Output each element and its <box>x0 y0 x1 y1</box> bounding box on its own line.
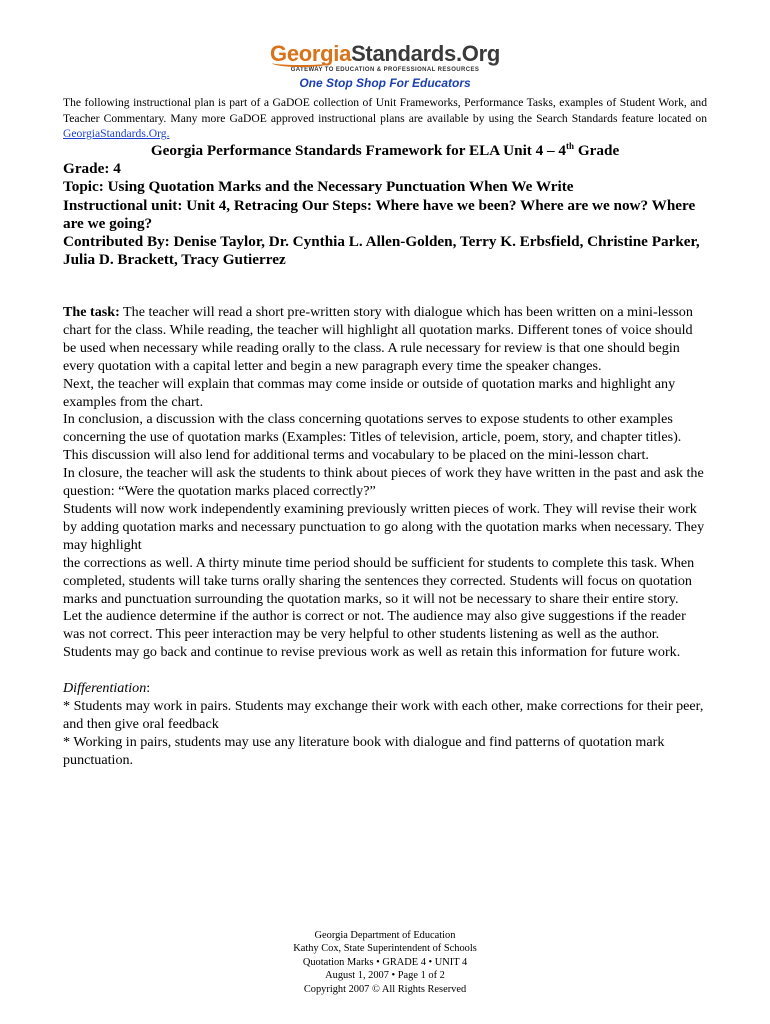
task-label: The task: <box>63 304 120 320</box>
paragraph-gap <box>63 662 709 680</box>
footer-line: August 1, 2007 • Page 1 of 2 <box>325 970 445 982</box>
instructional-unit-line: Instructional unit: Unit 4, Retracing Our Steps: Where have we been? Where are we now? Where are we going? <box>63 196 696 232</box>
document-heading <box>63 142 707 269</box>
footer-line: Quotation Marks • GRADE 4 • UNIT 4 <box>302 956 468 968</box>
logo-wordmark <box>270 42 500 66</box>
contributors-line: Contributed By: Denise Taylor, Dr. Cynthia L. Allen-Golden, Terry K. Erbsfield, Christine Parker, Julia D. Brackett, Tracy Gutierrez <box>63 233 700 269</box>
footer-line: Kathy Cox, State Superintendent of Schools <box>293 943 477 955</box>
title-end: Grade <box>574 142 620 159</box>
differentiation-label: Differentiation <box>63 680 147 697</box>
differentiation-item: * Students may work in pairs. Students may exchange their work with each other, make corrections for their peer, and then give oral feedback <box>63 697 704 732</box>
task-paragraph: In conclusion, a discussion with the class concerning quotations serves to expose students to other examples concerning the use of quotation marks (Examples: Titles of television, article, poem, story, and chapter titles). This discussion will also lend for additional terms and vocabulary to be placed on the mini-lesson chart. <box>63 411 682 464</box>
logo-tagline: GATEWAY TO EDUCATION & PROFESSIONAL RESOURCES <box>290 67 480 73</box>
title-superscript: th <box>566 141 575 151</box>
page-title <box>63 142 707 160</box>
page-footer <box>0 929 770 996</box>
georgiastandards-link[interactable]: GeorgiaStandards.Org. <box>63 127 170 140</box>
task-body <box>63 304 709 770</box>
task-paragraph: Let the audience determine if the author is correct or not. The audience may also give suggestions if the reader was not correct. This peer interaction may be very helpful to other students listening as well as the author. Students may go back and continue to revise previous work as well as retain this information for future work. <box>63 608 686 661</box>
footer-line: Georgia Department of Education <box>314 930 456 941</box>
intro-text: The following instructional plan is part of a GaDOE collection of Unit Frameworks, Performance Tasks, examples of Student Work, and Teacher Commentary. Many more GaDOE approved instructional plans are available by using the Search Standards feature located on <box>63 96 707 125</box>
logo-brand-georgia: Georgia <box>270 41 352 66</box>
title-main: Georgia Performance Standards Framework for ELA Unit 4 – 4 <box>150 142 567 159</box>
task-paragraph: The task: The teacher will read a short pre-written story with dialogue which has been written on a mini-lesson chart for the class. While reading, the teacher will highlight all quotation marks. Different tones of voice should be used when necessary while reading orally to the class. A rule necessary for review is that one should begin every quotation with a capital letter and begin a new paragraph every time the speaker changes. <box>63 304 693 374</box>
georgia-standards-logo <box>0 42 770 90</box>
intro-paragraph <box>63 95 707 142</box>
logo-slogan: One Stop Shop For Educators <box>299 76 471 90</box>
task-paragraph: Students will now work independently examining previously written pieces of work. They will revise their work by adding quotation marks and necessary punctuation to go along with the quotation marks when necessary. They may highlight <box>63 500 705 553</box>
logo-swoosh <box>272 59 330 67</box>
differentiation-item: * Working in pairs, students may use any literature book with dialogue and find patterns of quotation mark punctuation. <box>63 733 665 768</box>
task-paragraph: Next, the teacher will explain that commas may come inside or outside of quotation marks and highlight any examples from the chart. <box>63 375 676 410</box>
task-paragraph: the corrections as well. A thirty minute time period should be sufficient for students to complete this task. When completed, students will take turns orally sharing the sentences they corrected. Students will focus on quotation marks and punctuation surrounding the quotation marks, so it will not be necessary to share their entire story. <box>63 554 695 607</box>
topic-line: Topic: Using Quotation Marks and the Necessary Punctuation When We Write <box>63 178 574 196</box>
logo-brand-standards: Standards <box>351 41 456 66</box>
grade-line: Grade: 4 <box>63 160 121 178</box>
logo-brand-org: .Org <box>455 41 500 66</box>
footer-line: Copyright 2007 © All Rights Reserved <box>303 983 467 995</box>
task-paragraph: In closure, the teacher will ask the students to think about pieces of work they have written in the past and ask the question: “Were the quotation marks placed correctly?” <box>63 465 704 500</box>
differentiation-heading: Differentiation: <box>63 680 151 697</box>
